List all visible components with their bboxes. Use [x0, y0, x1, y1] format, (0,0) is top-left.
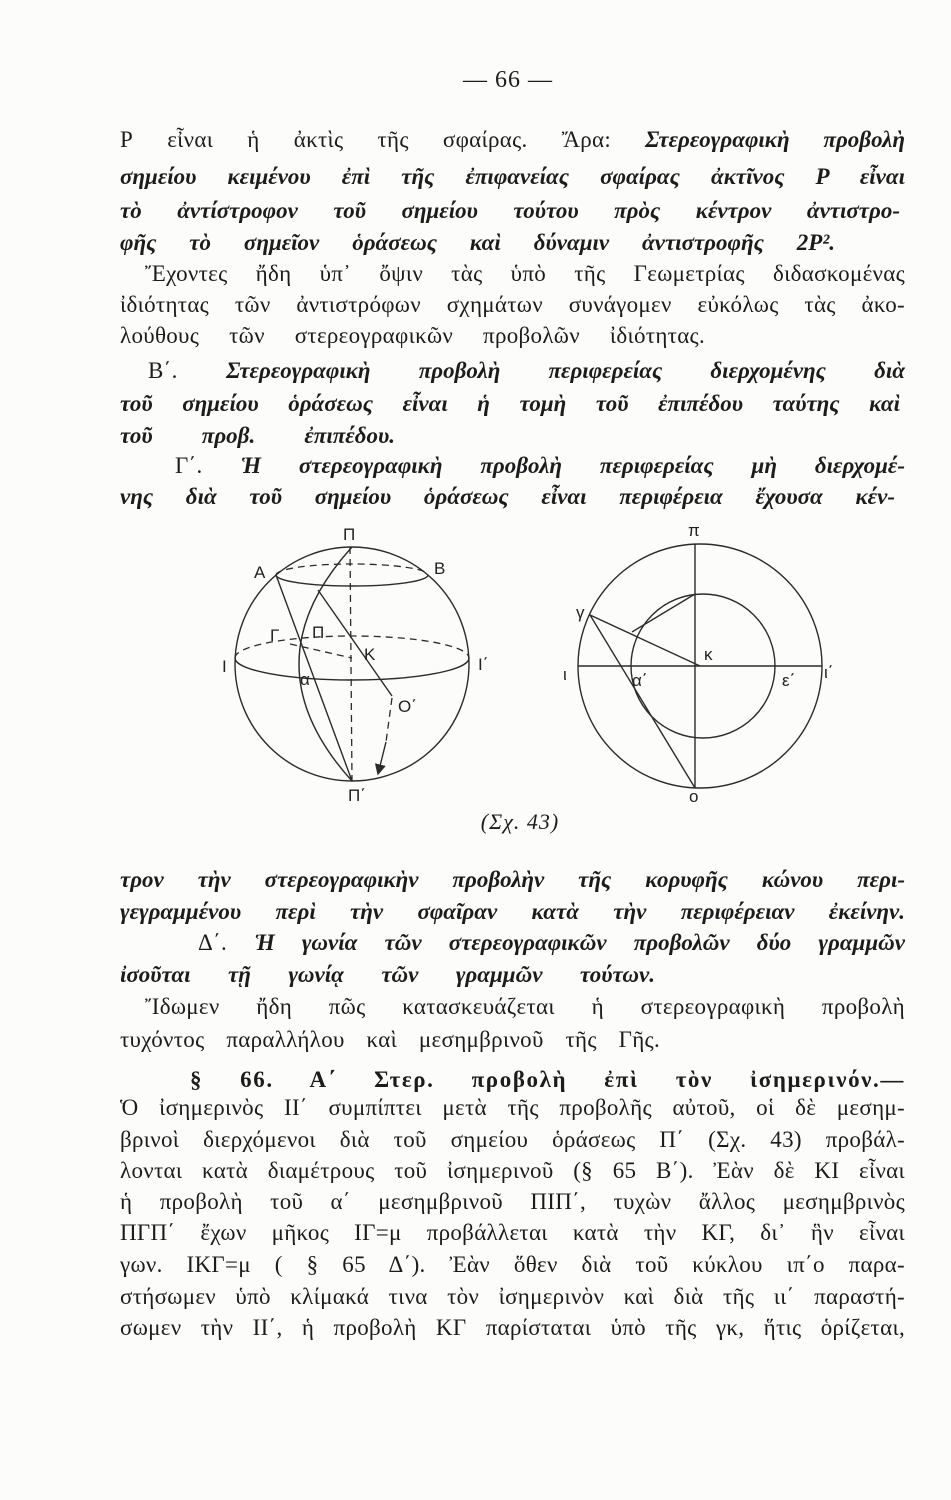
text-line: [120, 864, 905, 896]
text-line: [120, 1155, 905, 1187]
line-text: Β΄.: [148, 358, 227, 383]
line-text: βρινοὶ διερχόμενοι διὰ τοῦ σημείου ὁράσεως Π΄ (Σχ. 43) προβάλ-: [120, 1127, 905, 1152]
projection-diagram: [563, 521, 833, 806]
text-line: [120, 320, 705, 352]
label-point-a: Α: [254, 563, 266, 582]
label-top: π: [688, 521, 700, 540]
ray-g-to-o: [590, 615, 695, 788]
line-text: Ὁ ἰσημερινὸς ΙΙ΄ συμπίπτει μετὰ τῆς προβολῆς αὐτοῦ, οἱ δὲ μεσημ-: [120, 1095, 905, 1120]
line-emphasis: γεγραμμένου περὶ τὴν σφαῖραν κατὰ τὴν περιφέρειαν ἐκείνην.: [120, 899, 905, 924]
label-equator-left: Ι: [222, 657, 227, 676]
text-line: [120, 195, 900, 227]
line-text: Ἴδωμεν ἤδη πῶς κατασκευάζεται ἡ στερεογραφικὴ προβολὴ: [145, 994, 905, 1019]
label-pole-bottom: Π΄: [348, 786, 366, 805]
text-line: [120, 420, 395, 452]
text-line: [120, 1124, 905, 1156]
line-text: Ἔχοντες ἤδη ὑπ᾽ ὄψιν τὰς ὑπὸ τῆς Γεωμετρίας διδασκομένας: [145, 261, 905, 286]
line-emphasis: Ἡ στερεογραφικὴ προβολὴ περιφερείας μὴ διερχομέ-: [240, 453, 905, 478]
text-line: [120, 1312, 905, 1344]
text-line: [198, 927, 905, 959]
text-line: [120, 481, 895, 513]
polar-axis: [350, 547, 352, 781]
text-line: [120, 1281, 905, 1313]
ray-o-down: [386, 698, 392, 742]
text-line: [145, 258, 905, 290]
line-emphasis: τοῦ σημείου ὁράσεως εἶναι ἡ τομὴ τοῦ ἐπιπέδου ταύτης καὶ: [120, 391, 900, 416]
line-text: Γ΄.: [175, 453, 241, 478]
text-line: [120, 1024, 660, 1056]
label-pole-inner: Π: [312, 623, 325, 642]
line-emphasis: σημείου κειμένου ἐπὶ τῆς ἐπιφανείας σφαίρας ἀκτῖνος Ρ εἶναι: [120, 164, 905, 189]
label-point-g: γ: [576, 603, 585, 622]
section-heading-text: § 66. Α΄ Στερ. προβολὴ ἐπὶ τὸν ἰσημερινόν.—: [190, 1067, 905, 1092]
label-right: ι΄: [824, 663, 834, 682]
text-line: [120, 124, 905, 156]
label-point-o: Ο΄: [398, 697, 417, 716]
line-emphasis: Στερεογραφικὴ προβολὴ: [645, 127, 905, 152]
sphere-diagram: [222, 525, 488, 805]
label-equator-right: Ι΄: [478, 655, 489, 674]
figure-43: [0, 520, 951, 810]
parallel-back-arc: [276, 564, 428, 575]
line-emphasis: ἰσοῦται τῇ γωνίᾳ τῶν γραμμῶν τούτων.: [120, 962, 655, 987]
text-line: [120, 289, 905, 321]
line-emphasis: τρον τὴν στερεογραφικὴν προβολὴν τῆς κορυφῆς κώνου περι-: [120, 867, 905, 892]
text-line: [120, 1092, 905, 1124]
parallel-front-arc: [276, 575, 428, 586]
line-text: σωμεν τὴν ΙΙ΄, ἡ προβολὴ ΚΓ παρίσταται ὑπὸ τῆς γκ, ἥτις ὁρίζεται,: [120, 1315, 905, 1340]
meridian-arc: [299, 547, 352, 781]
text-line: [120, 1249, 905, 1281]
label-bottom: ο: [689, 787, 699, 806]
label-epsilon: ε΄: [782, 671, 796, 690]
text-line: [120, 1217, 905, 1249]
line-emphasis: Ἡ γωνία τῶν στερεογραφικῶν προβολῶν δύο γραμμῶν: [254, 930, 905, 955]
line-text: ΠΓΠ΄ ἔχων μῆκος ΙΓ=μ προβάλλεται κατὰ τὴν ΚΓ, δι᾽ ἣν εἶναι: [120, 1220, 905, 1245]
line-emphasis: νης διὰ τοῦ σημείου ὁράσεως εἶναι περιφέρεια ἔχουσα κέν-: [120, 484, 895, 509]
label-point-b: Β: [434, 559, 446, 578]
text-line: [175, 450, 905, 482]
line-text: Ρ εἶναι ἡ ἀκτὶς τῆς σφαίρας. Ἄρα:: [120, 127, 646, 152]
arrow-ray: [379, 742, 386, 770]
page-number: — 66 —: [463, 67, 553, 93]
text-line: [120, 388, 900, 420]
figure-caption: (Σχ. 43): [480, 809, 560, 834]
line-text: ἡ προβολὴ τοῦ α΄ μεσημβρινοῦ ΠΙΠ΄, τυχὼν ἄλλος μεσημβρινὸς: [120, 1189, 905, 1214]
label-point-alpha: α: [300, 670, 310, 689]
label-center: Κ: [364, 645, 376, 664]
line-text: γων. ΙΚΓ=μ ( § 65 Δ΄). Ἐὰν ὅθεν διὰ τοῦ κύκλου ιπ΄ο παρα-: [120, 1252, 905, 1277]
text-line: [120, 161, 905, 193]
line-text: λούθους τῶν στερεογραφικῶν προβολῶν ἰδιότητας.: [120, 323, 705, 348]
label-center: κ: [704, 645, 713, 664]
line-emphasis: Στερεογραφικὴ προβολὴ περιφερείας διερχομένης διὰ: [226, 358, 905, 383]
line-text: λονται κατὰ διαμέτρους τοῦ ἰσημερινοῦ (§ 65 Β΄). Ἐὰν δὲ ΚΙ εἶναι: [120, 1158, 905, 1183]
text-line: [120, 1186, 905, 1218]
text-line: [120, 959, 655, 991]
label-alpha: α΄: [632, 671, 648, 690]
projection-ray-a: [276, 575, 352, 781]
line-text: στήσωμεν ὑπὸ κλίμακά τινα τὸν ἰσημερινὸν καὶ διὰ τῆς ιι΄ παραστή-: [120, 1284, 905, 1309]
line-text: ἰδιότητας τῶν ἀντιστρόφων σχημάτων συνάγομεν εὐκόλως τὰς ἀκο-: [120, 292, 905, 317]
line-emphasis: τὸ ἀντίστροφον τοῦ σημείου τούτου πρὸς κέντρον ἀντιστρο-: [120, 198, 900, 223]
equator-front-arc: [235, 658, 469, 680]
line-text: τυχόντος παραλλήλου καὶ μεσημβρινοῦ τῆς Γῆς.: [120, 1027, 660, 1052]
label-point-g: Γ: [270, 626, 280, 645]
text-line: [120, 227, 835, 259]
line-emphasis: τοῦ προβ. ἐπιπέδου.: [120, 423, 395, 448]
text-line: [145, 991, 905, 1023]
text-line: [148, 355, 905, 387]
label-pole-top: Π: [343, 525, 356, 544]
text-line: [120, 896, 905, 928]
chord-top: [632, 594, 695, 632]
label-left: ι: [563, 665, 567, 684]
line-emphasis: φῆς τὸ σημεῖον ὁράσεως καὶ δύναμιν ἀντιστροφῆς 2Ρ².: [120, 230, 835, 255]
line-text: Δ΄.: [198, 930, 255, 955]
